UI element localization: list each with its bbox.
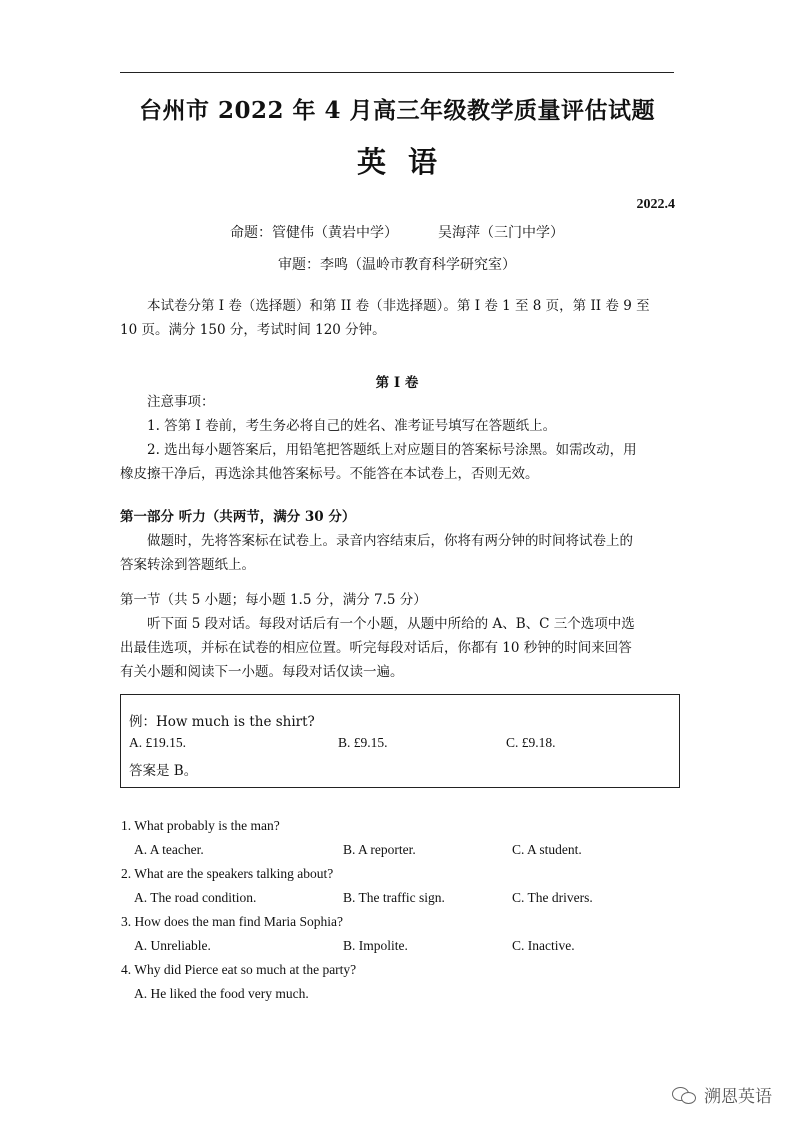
question-2-option-c: C. The drivers. [512, 890, 593, 905]
exam-title: 台州市 2022 年 4 月高三年级教学质量评估试题 [138, 97, 656, 124]
notice-item-1: 1. 答第 I 卷前，考生务必将自己的姓名、准考证号填写在答题纸上。 [147, 418, 557, 434]
reviewer-line: 审题：李鸣（温岭市教育科学研究室） [278, 257, 516, 273]
notice-heading: 注意事项： [147, 394, 215, 410]
question-2-stem: 2. What are the speakers talking about? [121, 866, 334, 881]
watermark-text: 溯恩英语 [704, 1087, 772, 1107]
question-2-option-b: B. The traffic sign. [343, 890, 445, 905]
section1-block [120, 588, 676, 684]
section1-desc-line-2: 出最佳选项，并标在试卷的相应位置。听完每段对话后，你都有 10 秒钟的时间来回答 [120, 640, 632, 656]
notice-item-2-line-2: 橡皮擦干净后，再选涂其他答案标号。不能答在本试卷上，否则无效。 [120, 466, 539, 482]
intro-line-1: 本试卷分第 I 卷（选择题）和第 II 卷（非选择题）。第 I 卷 1 至 8 页，第 II 卷 9 至 [147, 298, 650, 314]
part1-desc-line-1: 做题时，先将答案标在试卷上。录音内容结束后，你将有两分钟的时间将试卷上的 [147, 533, 633, 549]
wechat-icon [672, 1085, 698, 1105]
example-question: 例：How much is the shirt? [129, 714, 315, 730]
question-4-stem: 4. Why did Pierce eat so much at the party? [121, 962, 357, 977]
part1-block [120, 505, 676, 577]
question-1-stem: 1. What probably is the man? [121, 818, 280, 833]
question-3-stem: 3. How does the man find Maria Sophia? [121, 914, 343, 929]
example-option-a: A. £19.15. [129, 735, 186, 750]
notice-item-2-line-1: 2. 选出每小题答案后，用铅笔把答题纸上对应题目的答案标号涂黑。如需改动，用 [147, 442, 637, 458]
question-1-option-c: C. A student. [512, 842, 582, 857]
top-rule [120, 72, 674, 73]
question-1-option-b: B. A reporter. [343, 842, 416, 857]
exam-date: 2022.4 [636, 197, 675, 212]
question-2-option-a: A. The road condition. [134, 890, 257, 905]
section1-desc-line-1: 听下面 5 段对话。每段对话后有一个小题，从题中所给的 A、B、C 三个选项中选 [147, 616, 635, 632]
notice-block [120, 390, 676, 486]
example-option-c: C. £9.18. [506, 735, 556, 750]
intro-paragraph [120, 294, 676, 342]
author-1: 命题：管健伟（黄岩中学） [230, 225, 398, 241]
question-3-option-c: C. Inactive. [512, 938, 575, 953]
part1-desc-line-2: 答案转涂到答题纸上。 [120, 557, 255, 573]
question-1-option-a: A. A teacher. [134, 842, 204, 857]
question-3-option-a: A. Unreliable. [134, 938, 211, 953]
question-3-option-b: B. Impolite. [343, 938, 408, 953]
section1-desc-line-3: 有关小题和阅读下一小题。每段对话仅读一遍。 [120, 664, 404, 680]
author-2: 吴海萍（三门中学） [438, 225, 564, 241]
volume-title: 第 I 卷 [375, 375, 419, 391]
example-option-b: B. £9.15. [338, 735, 388, 750]
question-4-option-a: A. He liked the food very much. [134, 986, 309, 1001]
authors-line [0, 222, 794, 242]
subject-title: 英语 [356, 145, 459, 179]
part1-heading: 第一部分 听力（共两节，满分 30 分） [120, 509, 356, 525]
intro-line-2: 10 页。满分 150 分，考试时间 120 分钟。 [120, 322, 386, 338]
example-box [120, 694, 680, 788]
example-answer: 答案是 B。 [129, 763, 198, 779]
section1-heading: 第一节（共 5 小题；每小题 1.5 分，满分 7.5 分） [120, 592, 427, 608]
watermark [672, 1082, 772, 1107]
